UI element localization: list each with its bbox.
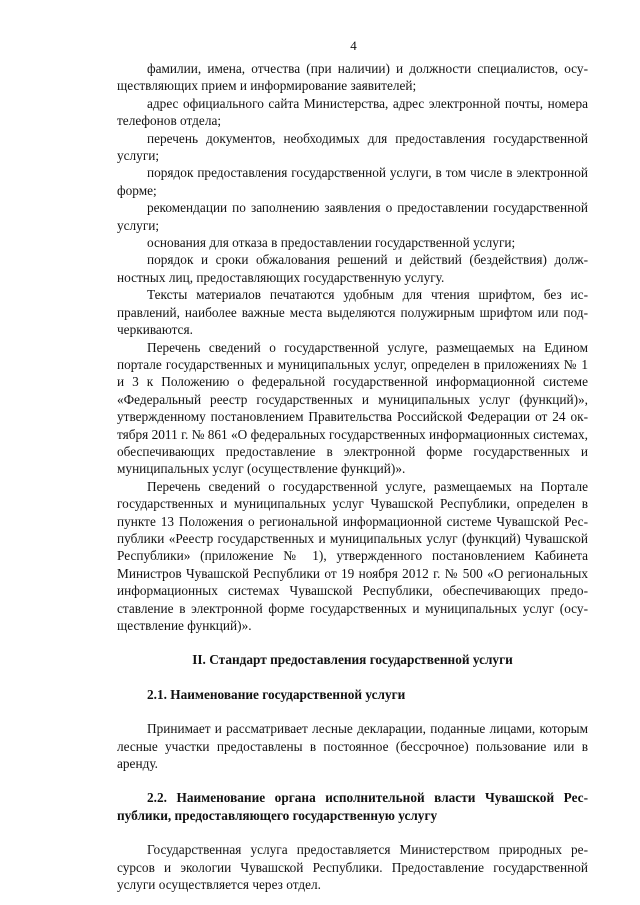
list-item: фамилии, имена, отчества (при наличии) и должности специалистов, осуществляющих прием и информирование заявителей; xyxy=(117,61,588,94)
list-item: перечень документов, необходимых для предоставления государственной услуги; xyxy=(117,130,588,164)
spacer xyxy=(117,634,588,651)
subsection-2-2-title: 2.2. Наименование органа исполнительной власти Чувашской Республики, предоставляющего государственную услугу xyxy=(117,790,588,823)
subsection-2-1-title: 2.1. Наименование государственной услуги xyxy=(147,686,406,702)
federal-portal-paragraph: Перечень сведений о государственной услуге, размещаемых на Едином портале государственных и муниципальных услуг, определен в приложениях № 1 и 3 к Положению о федеральной государственной информационной системе «Федеральный реестр государственных и муниципальных услуг (функций)», утвержденному постановлением Правительства Российской Федерации от 24 октября 2011 г. № 861 «О федеральных государственных информационных системах, обеспечивающих предоставление в электронной форме государственных и муниципальных услуг (осуществление функций)». xyxy=(117,339,588,477)
list-item: порядок предоставления государственной услуги, в том числе в электронной форме; xyxy=(117,165,588,198)
spacer xyxy=(117,669,588,686)
list-item: основания для отказа в предоставлении государственной услуги; xyxy=(147,235,516,251)
spacer xyxy=(117,703,588,720)
texts-paragraph: Тексты материалов печатаются удобным для чтения шрифтом, без исправлений, наиболее важные места выделяются полужирным шрифтом или подчеркиваются. xyxy=(117,287,588,338)
subsection-2-1-text: Принимает и рассматривает лесные декларации, поданные лицами, которым лесные участки предоставлены в постоянное (бессрочное) пользование или в аренду. xyxy=(117,721,588,772)
subsection-2-2-text: Государственная услуга предоставляется Министерством природных ресурсов и экологии Чувашской Республики. Предоставление государственной услуги осуществляется через отдел. xyxy=(117,842,588,893)
list-item: адрес официального сайта Министерства, адрес электронной почты, номера телефонов отдела; xyxy=(117,95,588,129)
list-item: порядок и сроки обжалования решений и действий (бездействия) должностных лиц, предоставляющих государственную услугу. xyxy=(117,252,588,285)
list-item: рекомендации по заполнению заявления о предоставлении государственной услуги; xyxy=(117,200,588,233)
spacer xyxy=(117,772,588,789)
spacer xyxy=(117,824,588,841)
regional-portal-paragraph: Перечень сведений о государственной услуге, размещаемых на Портале государственных и муниципальных услуг Чувашской Республики, определен в пункте 13 Положения о региональной информационной системе Чувашской Республики «Реестр государственных и муниципальных услуг (функций) Чувашской Республики» (приложение № 1), утвержденного постановлением Кабинета Министров Чувашской Республики от 19 ноября 2012 г. № 500 «О региональных информационных системах Чувашской Республики, обеспечивающих предоставление в электронной форме государственных и муниципальных услуг (осуществление функций)». xyxy=(117,478,588,633)
section-title: II. Стандарт предоставления государственной услуги xyxy=(192,652,513,668)
page-number: 4 xyxy=(350,38,357,53)
